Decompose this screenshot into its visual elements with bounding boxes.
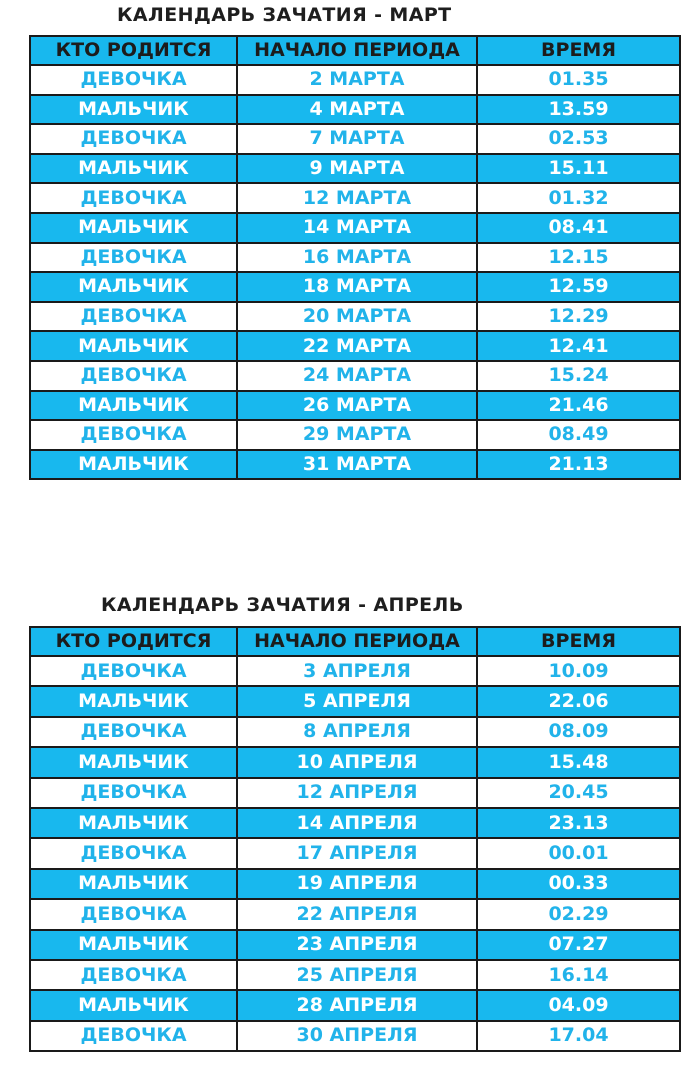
- header-who-born: КТО РОДИТСЯ: [30, 627, 237, 656]
- cell-who-born: ДЕВОЧКА: [30, 65, 237, 95]
- table-row: [30, 747, 680, 777]
- cell-period-start: 28 АПРЕЛЯ: [237, 990, 477, 1020]
- cell-time: 08.49: [477, 420, 680, 450]
- cell-period-start: 2 МАРТА: [237, 65, 477, 95]
- cell-time: 13.59: [477, 95, 680, 125]
- header-period-start: НАЧАЛО ПЕРИОДА: [237, 627, 477, 656]
- table-row: [30, 717, 680, 747]
- cell-who-born: МАЛЬЧИК: [30, 808, 237, 838]
- cell-period-start: 17 АПРЕЛЯ: [237, 838, 477, 868]
- cell-time: 21.46: [477, 391, 680, 421]
- cell-time: 12.59: [477, 272, 680, 302]
- cell-time: 17.04: [477, 1021, 680, 1051]
- april-calendar-title: КАЛЕНДАРЬ ЗАЧАТИЯ - АПРЕЛЬ: [101, 594, 464, 616]
- cell-time: 20.45: [477, 778, 680, 808]
- cell-who-born: МАЛЬЧИК: [30, 747, 237, 777]
- cell-time: 08.09: [477, 717, 680, 747]
- cell-period-start: 3 АПРЕЛЯ: [237, 656, 477, 686]
- header-row: [30, 36, 680, 65]
- header-row: [30, 627, 680, 656]
- table-row: [30, 656, 680, 686]
- cell-who-born: МАЛЬЧИК: [30, 450, 237, 480]
- table-row: [30, 450, 680, 480]
- table-row: [30, 930, 680, 960]
- table-row: [30, 1021, 680, 1051]
- cell-period-start: 18 МАРТА: [237, 272, 477, 302]
- cell-time: 12.29: [477, 302, 680, 332]
- cell-who-born: ДЕВОЧКА: [30, 717, 237, 747]
- cell-time: 00.01: [477, 838, 680, 868]
- cell-who-born: МАЛЬЧИК: [30, 95, 237, 125]
- cell-who-born: МАЛЬЧИК: [30, 391, 237, 421]
- table-row: [30, 65, 680, 95]
- cell-period-start: 26 МАРТА: [237, 391, 477, 421]
- cell-period-start: 4 МАРТА: [237, 95, 477, 125]
- cell-who-born: ДЕВОЧКА: [30, 183, 237, 213]
- cell-time: 04.09: [477, 990, 680, 1020]
- cell-who-born: ДЕВОЧКА: [30, 656, 237, 686]
- cell-who-born: ДЕВОЧКА: [30, 899, 237, 929]
- cell-period-start: 14 МАРТА: [237, 213, 477, 243]
- cell-period-start: 23 АПРЕЛЯ: [237, 930, 477, 960]
- cell-who-born: ДЕВОЧКА: [30, 124, 237, 154]
- cell-who-born: МАЛЬЧИК: [30, 154, 237, 184]
- cell-time: 02.53: [477, 124, 680, 154]
- cell-time: 15.48: [477, 747, 680, 777]
- table-row: [30, 243, 680, 273]
- cell-who-born: МАЛЬЧИК: [30, 213, 237, 243]
- header-time: ВРЕМЯ: [477, 627, 680, 656]
- table-row: [30, 960, 680, 990]
- cell-time: 21.13: [477, 450, 680, 480]
- cell-time: 07.27: [477, 930, 680, 960]
- table-row: [30, 686, 680, 716]
- table-row: [30, 95, 680, 125]
- cell-who-born: МАЛЬЧИК: [30, 272, 237, 302]
- cell-period-start: 8 АПРЕЛЯ: [237, 717, 477, 747]
- cell-period-start: 16 МАРТА: [237, 243, 477, 273]
- table-row: [30, 420, 680, 450]
- cell-period-start: 19 АПРЕЛЯ: [237, 869, 477, 899]
- cell-time: 08.41: [477, 213, 680, 243]
- table-header: [30, 627, 680, 656]
- cell-who-born: ДЕВОЧКА: [30, 778, 237, 808]
- table-body: [30, 65, 680, 479]
- cell-who-born: МАЛЬЧИК: [30, 930, 237, 960]
- table-row: [30, 899, 680, 929]
- cell-period-start: 5 АПРЕЛЯ: [237, 686, 477, 716]
- table-row: [30, 302, 680, 332]
- cell-period-start: 24 МАРТА: [237, 361, 477, 391]
- cell-time: 10.09: [477, 656, 680, 686]
- cell-time: 23.13: [477, 808, 680, 838]
- cell-who-born: МАЛЬЧИК: [30, 869, 237, 899]
- cell-period-start: 20 МАРТА: [237, 302, 477, 332]
- cell-who-born: ДЕВОЧКА: [30, 243, 237, 273]
- cell-time: 02.29: [477, 899, 680, 929]
- april-conception-table: [29, 626, 681, 1052]
- cell-who-born: ДЕВОЧКА: [30, 838, 237, 868]
- table-row: [30, 838, 680, 868]
- cell-who-born: МАЛЬЧИК: [30, 990, 237, 1020]
- cell-who-born: ДЕВОЧКА: [30, 1021, 237, 1051]
- table-row: [30, 183, 680, 213]
- cell-time: 00.33: [477, 869, 680, 899]
- cell-time: 12.41: [477, 331, 680, 361]
- cell-time: 22.06: [477, 686, 680, 716]
- table-body: [30, 656, 680, 1051]
- cell-who-born: ДЕВОЧКА: [30, 960, 237, 990]
- table-row: [30, 154, 680, 184]
- cell-period-start: 12 МАРТА: [237, 183, 477, 213]
- cell-period-start: 22 МАРТА: [237, 331, 477, 361]
- cell-time: 01.35: [477, 65, 680, 95]
- table-row: [30, 778, 680, 808]
- cell-period-start: 30 АПРЕЛЯ: [237, 1021, 477, 1051]
- header-who-born: КТО РОДИТСЯ: [30, 36, 237, 65]
- march-calendar-title: КАЛЕНДАРЬ ЗАЧАТИЯ - МАРТ: [117, 4, 452, 26]
- cell-who-born: МАЛЬЧИК: [30, 686, 237, 716]
- table-row: [30, 331, 680, 361]
- table-row: [30, 124, 680, 154]
- cell-period-start: 25 АПРЕЛЯ: [237, 960, 477, 990]
- cell-period-start: 12 АПРЕЛЯ: [237, 778, 477, 808]
- cell-who-born: ДЕВОЧКА: [30, 420, 237, 450]
- header-period-start: НАЧАЛО ПЕРИОДА: [237, 36, 477, 65]
- cell-period-start: 31 МАРТА: [237, 450, 477, 480]
- cell-time: 12.15: [477, 243, 680, 273]
- cell-period-start: 14 АПРЕЛЯ: [237, 808, 477, 838]
- cell-time: 01.32: [477, 183, 680, 213]
- table-row: [30, 361, 680, 391]
- cell-period-start: 29 МАРТА: [237, 420, 477, 450]
- table-header: [30, 36, 680, 65]
- cell-period-start: 7 МАРТА: [237, 124, 477, 154]
- march-conception-table: [29, 35, 681, 480]
- header-time: ВРЕМЯ: [477, 36, 680, 65]
- cell-time: 15.11: [477, 154, 680, 184]
- table-row: [30, 869, 680, 899]
- cell-who-born: ДЕВОЧКА: [30, 302, 237, 332]
- cell-period-start: 10 АПРЕЛЯ: [237, 747, 477, 777]
- table-row: [30, 272, 680, 302]
- cell-period-start: 22 АПРЕЛЯ: [237, 899, 477, 929]
- table-row: [30, 990, 680, 1020]
- table-row: [30, 808, 680, 838]
- cell-time: 15.24: [477, 361, 680, 391]
- cell-who-born: ДЕВОЧКА: [30, 361, 237, 391]
- cell-who-born: МАЛЬЧИК: [30, 331, 237, 361]
- table-row: [30, 213, 680, 243]
- table-row: [30, 391, 680, 421]
- cell-time: 16.14: [477, 960, 680, 990]
- cell-period-start: 9 МАРТА: [237, 154, 477, 184]
